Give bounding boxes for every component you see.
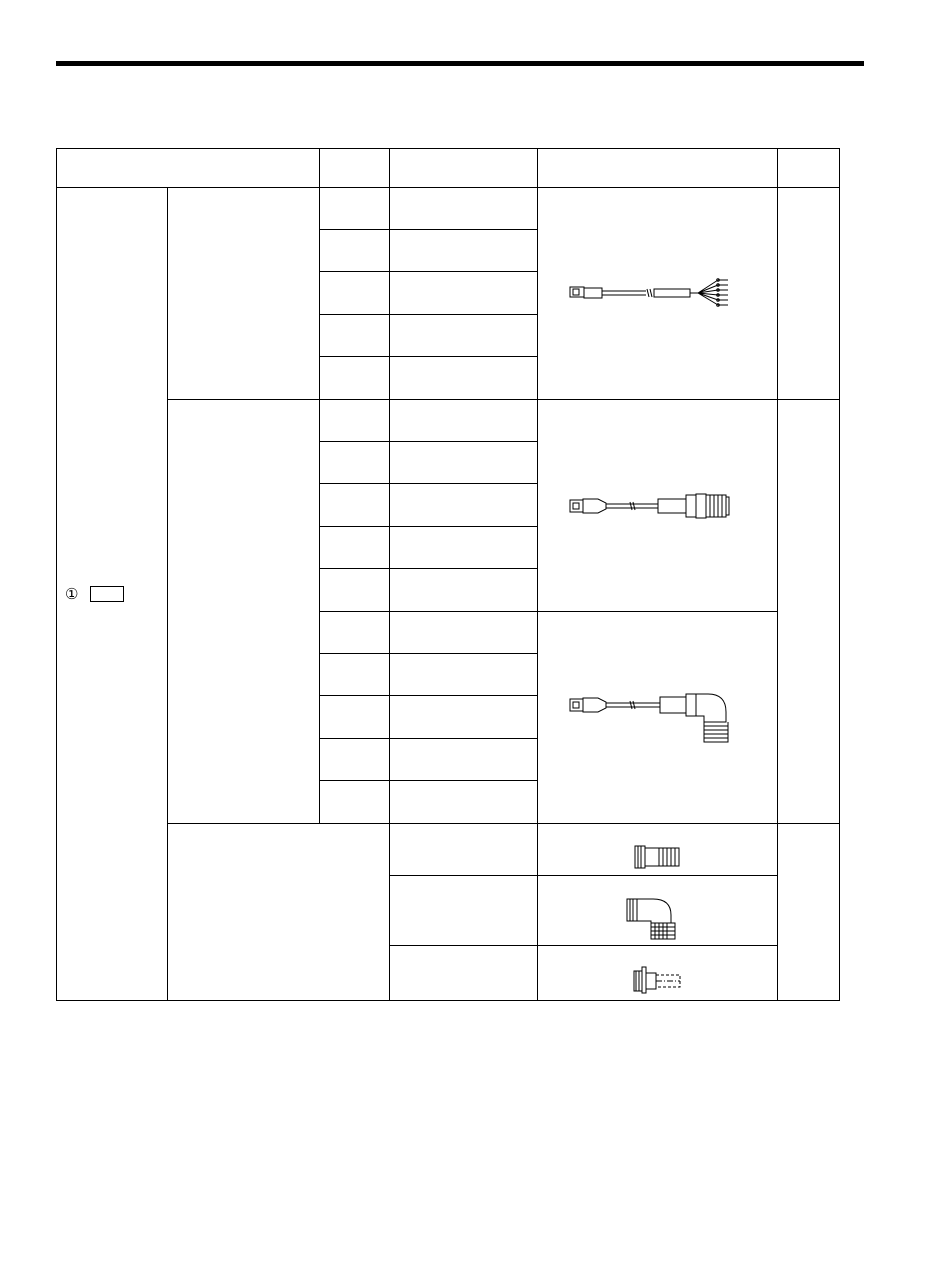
length-cell	[320, 739, 390, 781]
boxed-label	[90, 586, 124, 602]
length-cell	[320, 442, 390, 484]
l-shaped-plug-connector-icon	[625, 895, 691, 941]
model-cell	[390, 315, 538, 357]
receptacle-image-cell	[538, 946, 778, 1001]
length-cell	[320, 357, 390, 400]
table-row	[57, 400, 840, 442]
plug-angle-image-cell	[538, 876, 778, 946]
model-cell	[390, 272, 538, 315]
model-cell	[390, 400, 538, 442]
length-cell	[320, 612, 390, 654]
cable-spec-table	[56, 148, 840, 1001]
encoder-cable-with-l-shaped-plug-icon	[568, 690, 748, 746]
model-cell	[390, 569, 538, 612]
straight-plug-connector-icon	[633, 842, 683, 872]
header-cell-model	[390, 149, 538, 188]
header-cell-specifications	[538, 149, 778, 188]
table-header-row	[57, 149, 840, 188]
model-cell	[390, 188, 538, 230]
table-row	[57, 824, 840, 876]
reference-cell-c	[778, 824, 840, 1001]
length-cell	[320, 188, 390, 230]
length-cell	[320, 400, 390, 442]
model-cell	[390, 612, 538, 654]
circled-marker: ①	[65, 585, 79, 603]
length-cell	[320, 230, 390, 272]
header-rule	[56, 61, 864, 66]
model-cell	[390, 946, 538, 1001]
model-cell	[390, 442, 538, 484]
section-label-cell	[57, 188, 168, 1001]
reference-cell-b	[778, 400, 840, 824]
panel-receptacle-connector-icon	[632, 965, 684, 995]
length-cell	[320, 654, 390, 696]
encoder-cable-with-straight-plug-icon	[568, 489, 748, 523]
cable-straight-plug-image-cell	[538, 400, 778, 612]
header-cell-length	[320, 149, 390, 188]
length-cell	[320, 272, 390, 315]
cable-flying-leads-image-cell	[538, 188, 778, 400]
group-b-name-cell	[168, 400, 320, 824]
model-cell	[390, 230, 538, 272]
plug-straight-image-cell	[538, 824, 778, 876]
header-cell-reference	[778, 149, 840, 188]
model-cell	[390, 696, 538, 739]
model-cell	[390, 654, 538, 696]
cable-angle-plug-image-cell	[538, 612, 778, 824]
model-cell	[390, 781, 538, 824]
header-cell-name	[57, 149, 320, 188]
model-cell	[390, 527, 538, 569]
model-cell	[390, 357, 538, 400]
model-cell	[390, 484, 538, 527]
group-c-name-cell	[168, 824, 390, 1001]
length-cell	[320, 315, 390, 357]
group-a-name-cell	[168, 188, 320, 400]
table-row	[57, 188, 840, 230]
model-cell	[390, 824, 538, 876]
length-cell	[320, 696, 390, 739]
model-cell	[390, 739, 538, 781]
reference-cell-a	[778, 188, 840, 400]
length-cell	[320, 569, 390, 612]
length-cell	[320, 781, 390, 824]
length-cell	[320, 527, 390, 569]
length-cell	[320, 484, 390, 527]
encoder-cable-with-flying-leads-icon	[568, 274, 748, 314]
model-cell	[390, 876, 538, 946]
